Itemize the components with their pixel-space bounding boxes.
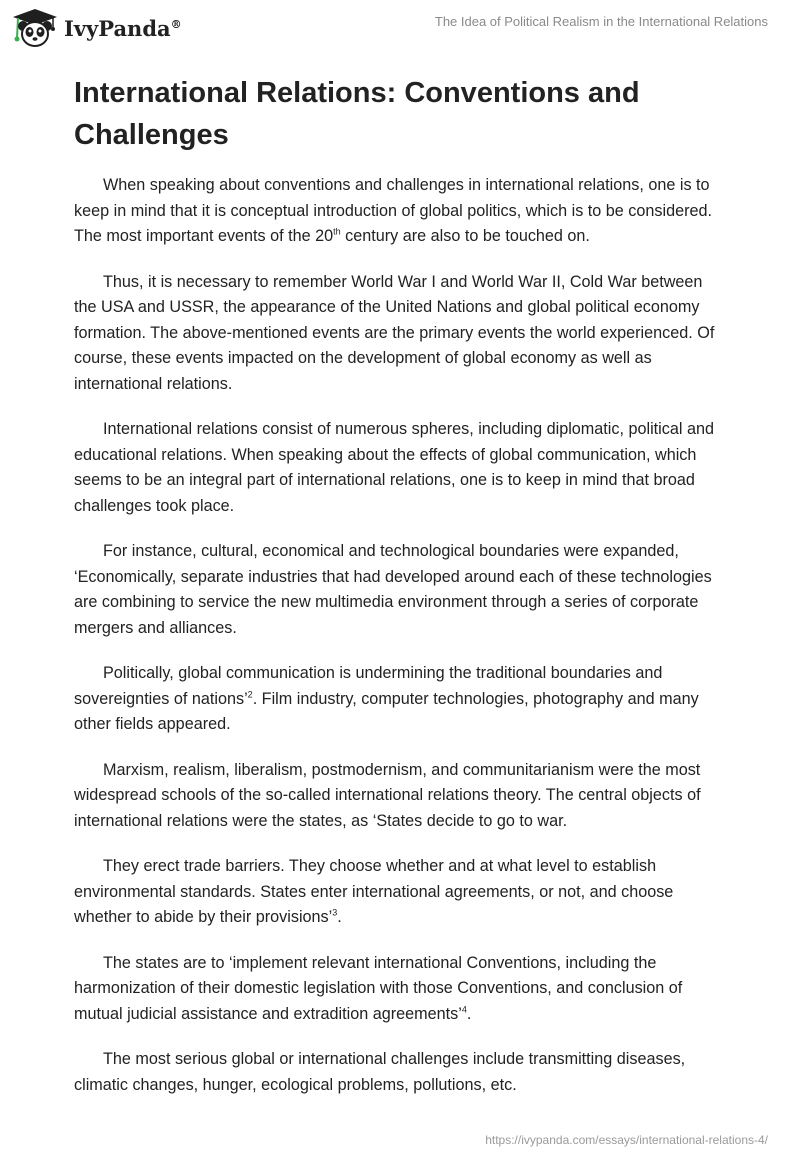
page-header bbox=[0, 0, 800, 60]
footnote-ref-3[interactable]: 3 bbox=[332, 907, 338, 918]
document-running-title: The Idea of Political Realism in the International Relations bbox=[434, 14, 768, 29]
source-url[interactable]: https://ivypanda.com/essays/international-relations-4/ bbox=[485, 1133, 768, 1147]
superscript: th bbox=[333, 226, 341, 237]
paragraph-6: Marxism, realism, liberalism, postmodernism, and communitarianism were the most widespread schools of the so-called international relations theory. The central objects of international relations were the states, as ‘States decide to go to war. bbox=[74, 760, 701, 830]
panda-graduate-icon bbox=[12, 8, 58, 48]
paragraph-1: When speaking about conventions and challenges in international relations, one is to keep in mind that it is conceptual introduction of global politics, which is to be considered. The most important events of the 20th century are also to be touched on. bbox=[74, 176, 712, 245]
registered-mark: ® bbox=[170, 17, 182, 31]
paragraph-5: Politically, global communication is undermining the traditional boundaries and sovereignties of nations’$^2$. Film industry, computer technologies, photography and many other fields appeared. bbox=[74, 664, 699, 733]
paragraph-4: For instance, cultural, economical and technological boundaries were expanded, ‘Economically, separate industries that had developed around each of these technologies are combining to service the new multimedia environment through a series of corporate mergers and alliances. bbox=[74, 542, 712, 637]
footnote-ref-2[interactable]: 2 bbox=[247, 689, 253, 700]
paragraph-9: The most serious global or international challenges include transmitting diseases, climatic changes, hunger, ecological problems, pollutions, etc. bbox=[74, 1050, 686, 1094]
paragraph-7: They erect trade barriers. They choose whether and at what level to establish environmental standards. States enter international agreements, or not, and choose whether to abide by their provisions’$^3$. bbox=[74, 857, 674, 926]
ivypanda-logo[interactable] bbox=[12, 8, 182, 48]
article-body bbox=[74, 173, 729, 1118]
article-title: International Relations: Conventions and Challenges bbox=[74, 77, 640, 151]
logo-wordmark: IvyPanda® bbox=[64, 15, 182, 41]
paragraph-2: Thus, it is necessary to remember World War I and World War II, Cold War between the USA and USSR, the appearance of the United Nations and global political economy formation. The above-mentioned events are the primary events the world experienced. Of course, these events impacted on the development of global economy as well as international relations. bbox=[74, 272, 715, 393]
footnote-ref-4[interactable]: 4 bbox=[461, 1004, 467, 1015]
paragraph-3: International relations consist of numerous spheres, including diplomatic, political and educational relations. When speaking about the effects of global communication, which seems to be an integral part of international relations, one is to keep in mind that broad challenges took place. bbox=[74, 420, 714, 515]
paragraph-8: The states are to ‘implement relevant international Conventions, including the harmonization of their domestic legislation with those Conventions, and conclusion of mutual judicial assistance and extradition agreements’$^4$. bbox=[74, 953, 683, 1023]
